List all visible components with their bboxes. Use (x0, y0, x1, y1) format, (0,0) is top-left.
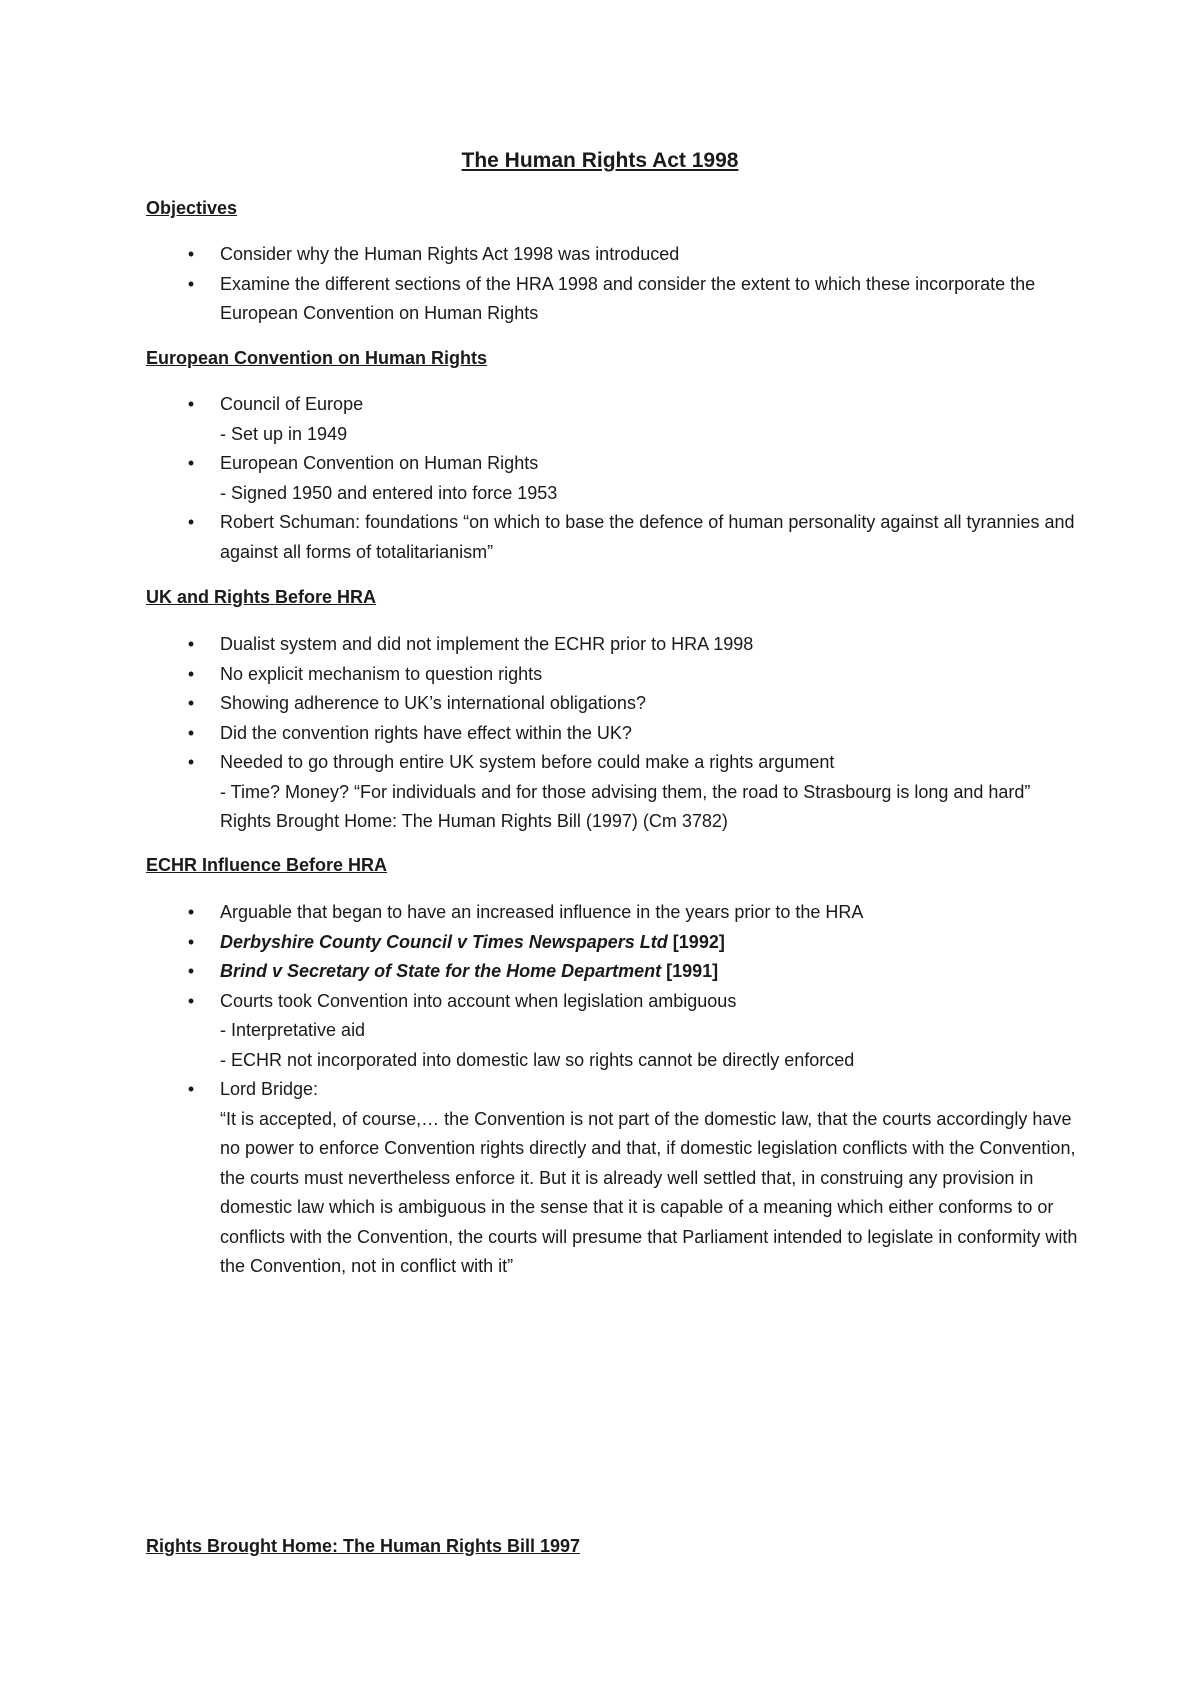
echr-heading: European Convention on Human Rights (146, 348, 487, 368)
bullet-icon: • (187, 902, 195, 922)
case-year: [1992] (672, 931, 725, 952)
bullet-icon: • (187, 693, 195, 713)
objectives-list (0, 240, 1200, 329)
echr-list (0, 390, 1200, 567)
bullet-icon: • (187, 512, 195, 532)
bullet-icon: • (187, 634, 195, 654)
list-item: • Robert Schuman: foundations “on which to base the defence of human personality against all tyrannies and against all forms of totalitarianism” (0, 508, 1080, 567)
bullet-icon: • (187, 1079, 195, 1099)
uk-rights-heading: UK and Rights Before HRA (146, 587, 377, 607)
bullet-icon: • (187, 961, 195, 981)
bullet-icon: • (187, 722, 195, 743)
bullet-icon: • (187, 752, 195, 772)
echr-influence-list (0, 898, 1200, 1282)
list-item: • Council of Europe - Set up in 1949 (0, 390, 1080, 449)
case-name: Derbyshire County Council v Times Newspapers Ltd (220, 931, 668, 952)
list-item (0, 957, 1080, 987)
list-item: • Showing adherence to UK’s international obligations? (0, 689, 1080, 719)
uk-rights-list (0, 630, 1200, 837)
list-item: • Arguable that began to have an increased influence in the years prior to the HRA (0, 898, 1080, 928)
bullet-icon: • (187, 273, 195, 294)
objectives-heading: Objectives (146, 198, 238, 218)
list-item: • Courts took Convention into account when legislation ambiguous - Interpretative aid - ECHR not incorporated into domestic law so rights cannot be directly enforced (0, 987, 1080, 1076)
echr-influence-heading: ECHR Influence Before HRA (146, 855, 388, 875)
bullet-icon: • (187, 394, 195, 414)
lord-bridge-quote: “It is accepted, of course,… the Convention is not part of the domestic law, that the courts accordingly have no power to enforce Convention rights directly and that, if domestic legislation conflicts with the Convention, the courts must nevertheless enforce it. But it is already well settled that, in construing any provision in domestic law which is ambiguous in the sense that it is capable of a meaning which either conforms to or conflicts with the Convention, the courts will presume that Parliament intended to legislate in conformity with the Convention, not in conflict with it” (220, 1108, 1078, 1276)
case-year: [1991] (666, 961, 719, 981)
bullet-icon: • (187, 663, 195, 684)
list-item: • Lord Bridge: “It is accepted, of course,… the Convention is not part of the domestic law, that the courts accordingly have no power to enforce Convention rights directly and that, if domestic legislation conflicts with the Convention, the courts must nevertheless enforce it. But it is already well settled that, in construing any provision in domestic law which is ambiguous in the sense that it is capable of a meaning which either conforms to or conflicts with the Convention, the courts will presume that Parliament intended to legislate in conformity with the Convention, not in conflict with it” (0, 1075, 1080, 1282)
list-item: • Consider why the Human Rights Act 1998 was introduced (0, 240, 1080, 270)
list-item: • Dualist system and did not implement the ECHR prior to HRA 1998 (0, 630, 1080, 660)
bullet-icon: • (187, 931, 195, 952)
bullet-icon: • (187, 990, 195, 1011)
list-item: • No explicit mechanism to question rights (0, 660, 1080, 690)
bullet-icon: • (187, 453, 195, 473)
case-name: Brind v Secretary of State for the Home Department (220, 961, 662, 981)
list-item: • Did the convention rights have effect within the UK? (0, 719, 1080, 749)
list-item: • Needed to go through entire UK system before could make a rights argument - Time? Money? “For individuals and for those advising them, the road to Strasbourg is long and hard” Rights Brought Home: The Human Rights Bill (1997) (Cm 3782) (0, 748, 1080, 837)
list-item (0, 928, 1080, 958)
document-title: The Human Rights Act 1998 (461, 149, 739, 172)
bullet-icon: • (187, 244, 195, 264)
rights-brought-home-heading: Rights Brought Home: The Human Rights Bill 1997 (146, 1536, 581, 1556)
list-item: • European Convention on Human Rights - Signed 1950 and entered into force 1953 (0, 449, 1080, 508)
list-item: • Examine the different sections of the HRA 1998 and consider the extent to which these incorporate the European Convention on Human Rights (0, 270, 1080, 329)
